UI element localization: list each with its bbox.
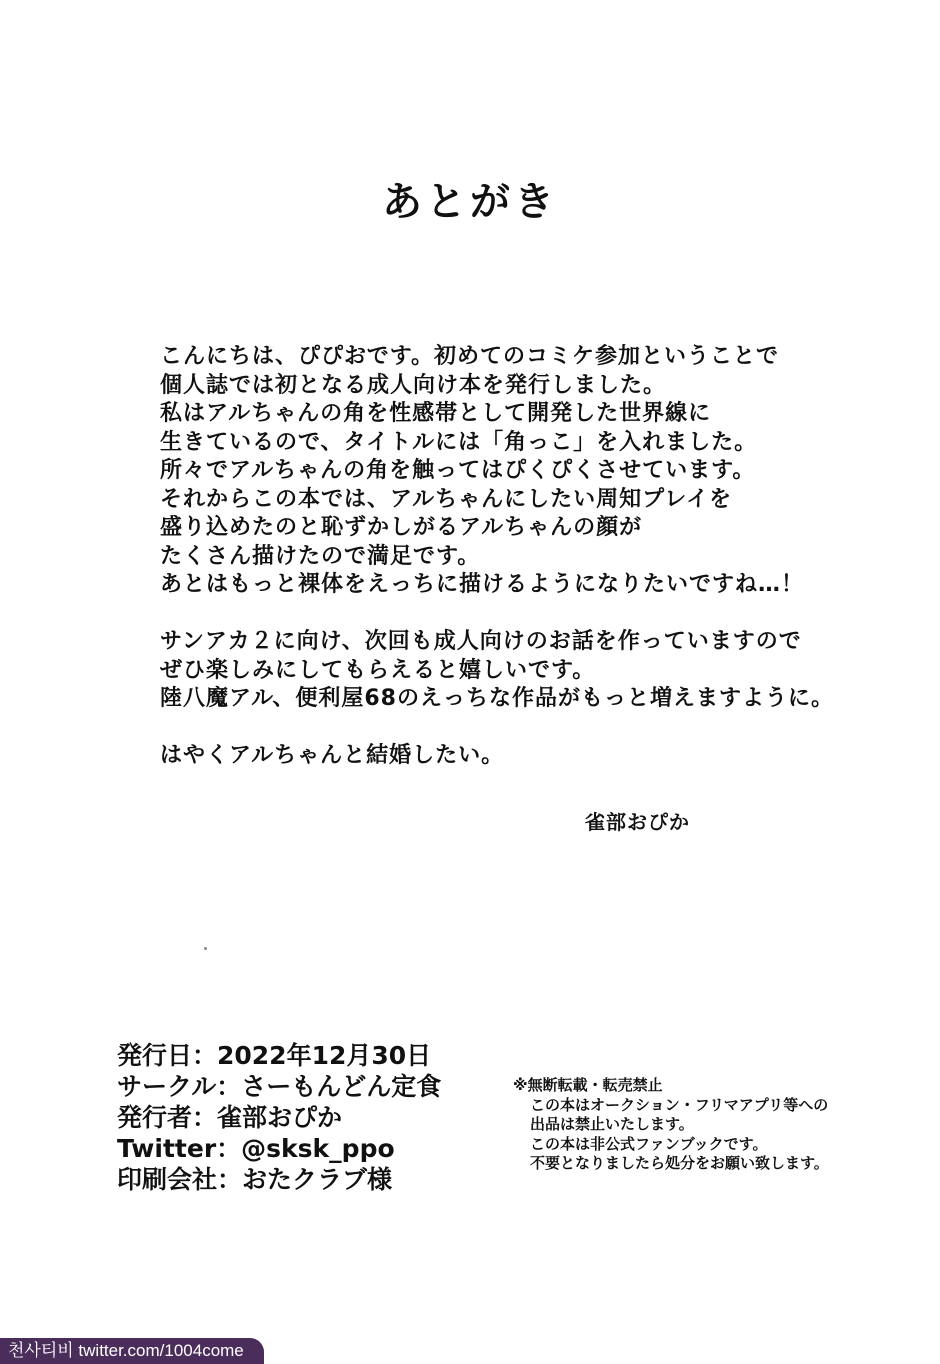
body-line: こんにちは、ぴぴおです。初めてのコミケ参加ということで	[160, 344, 780, 369]
colophon-twitter: Twitter：@sksk_ppo	[117, 1134, 395, 1163]
afterword-body	[160, 343, 860, 771]
body-line: 盛り込めたのと恥ずかしがるアルちゃんの顔が	[160, 515, 643, 540]
body-line: ぜひ楽しみにしてもらえると嬉しいです。	[160, 657, 596, 683]
page-title: あとがき	[382, 179, 558, 225]
body-line: あとはもっと裸体をえっちに描けるようになりたいですね…！	[160, 572, 805, 597]
colophon-printer: 印刷会社：おたクラブ様	[117, 1165, 393, 1194]
body-line: 生きているので、タイトルには「角っこ」を入れました。	[160, 429, 758, 455]
body-line: 陸八魔アル、便利屋68のえっちな作品がもっと増えますように。	[160, 686, 834, 711]
notice-heading: ※無断転載・転売禁止	[513, 1076, 663, 1094]
paragraph-gap	[160, 600, 860, 629]
body-line: サンアカ２に向け、次回も成人向けのお話を作っていますので	[160, 629, 802, 654]
watermark-banner: 천사티비 twitter.com/1004come	[0, 1338, 264, 1364]
body-line: 所々でアルちゃんの角を触ってはぴくぴくさせています。	[160, 458, 756, 483]
colophon-publisher: 発行者：雀部おぴか	[117, 1103, 343, 1132]
notice-line: この本は非公式ファンブックです。	[530, 1134, 768, 1153]
paragraph-gap	[160, 714, 860, 743]
colophon-circle: サークル：さーもんどん定食	[117, 1072, 442, 1101]
body-line: たくさん描けたので満足です。	[160, 543, 481, 569]
speck	[204, 947, 207, 950]
notice-line: 出品は禁止いたします。	[530, 1115, 694, 1133]
body-line: それからこの本では、アルちゃんにしたい周知プレイを	[160, 486, 733, 512]
colophon	[117, 1040, 441, 1195]
notice-line: この本はオークション・フリマアプリ等への	[530, 1095, 829, 1114]
reprint-notice	[513, 1076, 829, 1174]
body-line: 個人誌では初となる成人向け本を発行しました。	[160, 372, 667, 398]
notice-line: 不要となりましたら処分をお願い致します。	[530, 1154, 829, 1172]
body-line: はやくアルちゃんと結婚したい。	[160, 743, 505, 768]
colophon-publish-date: 発行日：2022年12月30日	[117, 1041, 432, 1070]
author-signature: 雀部おぴか	[585, 810, 690, 834]
body-line: 私はアルちゃんの角を性感帯として開発した世界線に	[160, 401, 712, 426]
